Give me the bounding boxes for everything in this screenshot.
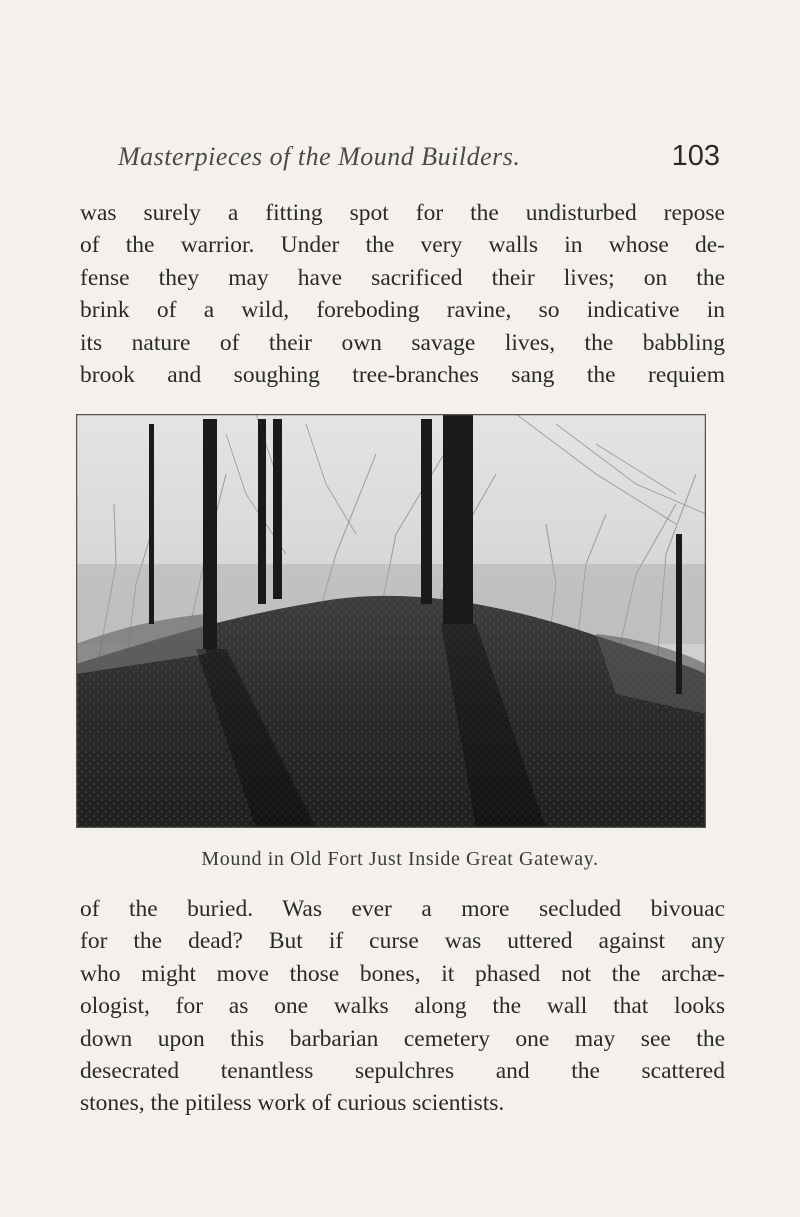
text-line: for the dead? But if curse was uttered against any [80,928,725,955]
paragraph-bottom [80,893,725,1120]
text-line: was surely a fitting spot for the undisturbed repose [80,200,725,226]
tree-trunk [203,419,217,649]
tree-trunk [421,419,432,604]
running-head [80,140,720,180]
text-line: of the buried. Was ever a more secluded bivouac [80,896,725,922]
text-line: brink of a wild, foreboding ravine, so indicative in [80,297,725,324]
running-title: Masterpieces of the Mound Builders. [118,142,521,171]
text-line: its nature of their own savage lives, the babbling [80,329,725,356]
text-line: who might move those bones, it phased not the archæ- [80,960,725,987]
text-line: fense they may have sacrificed their lives; on the [80,264,725,291]
tree-trunk [443,414,473,624]
text-line: desecrated tenantless sepulchres and the scattered [80,1057,725,1084]
text-line: down upon this barbarian cemetery one may see the [80,1025,725,1052]
text-line: of the warrior. Under the very walls in whose de- [80,232,725,259]
text-line: ologist, for as one walks along the wall that looks [80,993,725,1020]
tree-trunk [676,534,682,694]
photograph-image [76,414,706,828]
text-line: brook and soughing tree-branches sang the requiem [80,361,725,388]
figure-caption: Mound in Old Fort Just Inside Great Gateway. [201,848,599,870]
tree-trunk [273,419,282,599]
text-line: stones, the pitiless work of curious scientists. [80,1090,505,1117]
page-number: 103 [671,140,720,172]
tree-trunk [258,419,266,604]
mound-photograph [76,414,706,828]
tree-trunk [149,424,154,624]
paragraph-top [80,197,725,391]
